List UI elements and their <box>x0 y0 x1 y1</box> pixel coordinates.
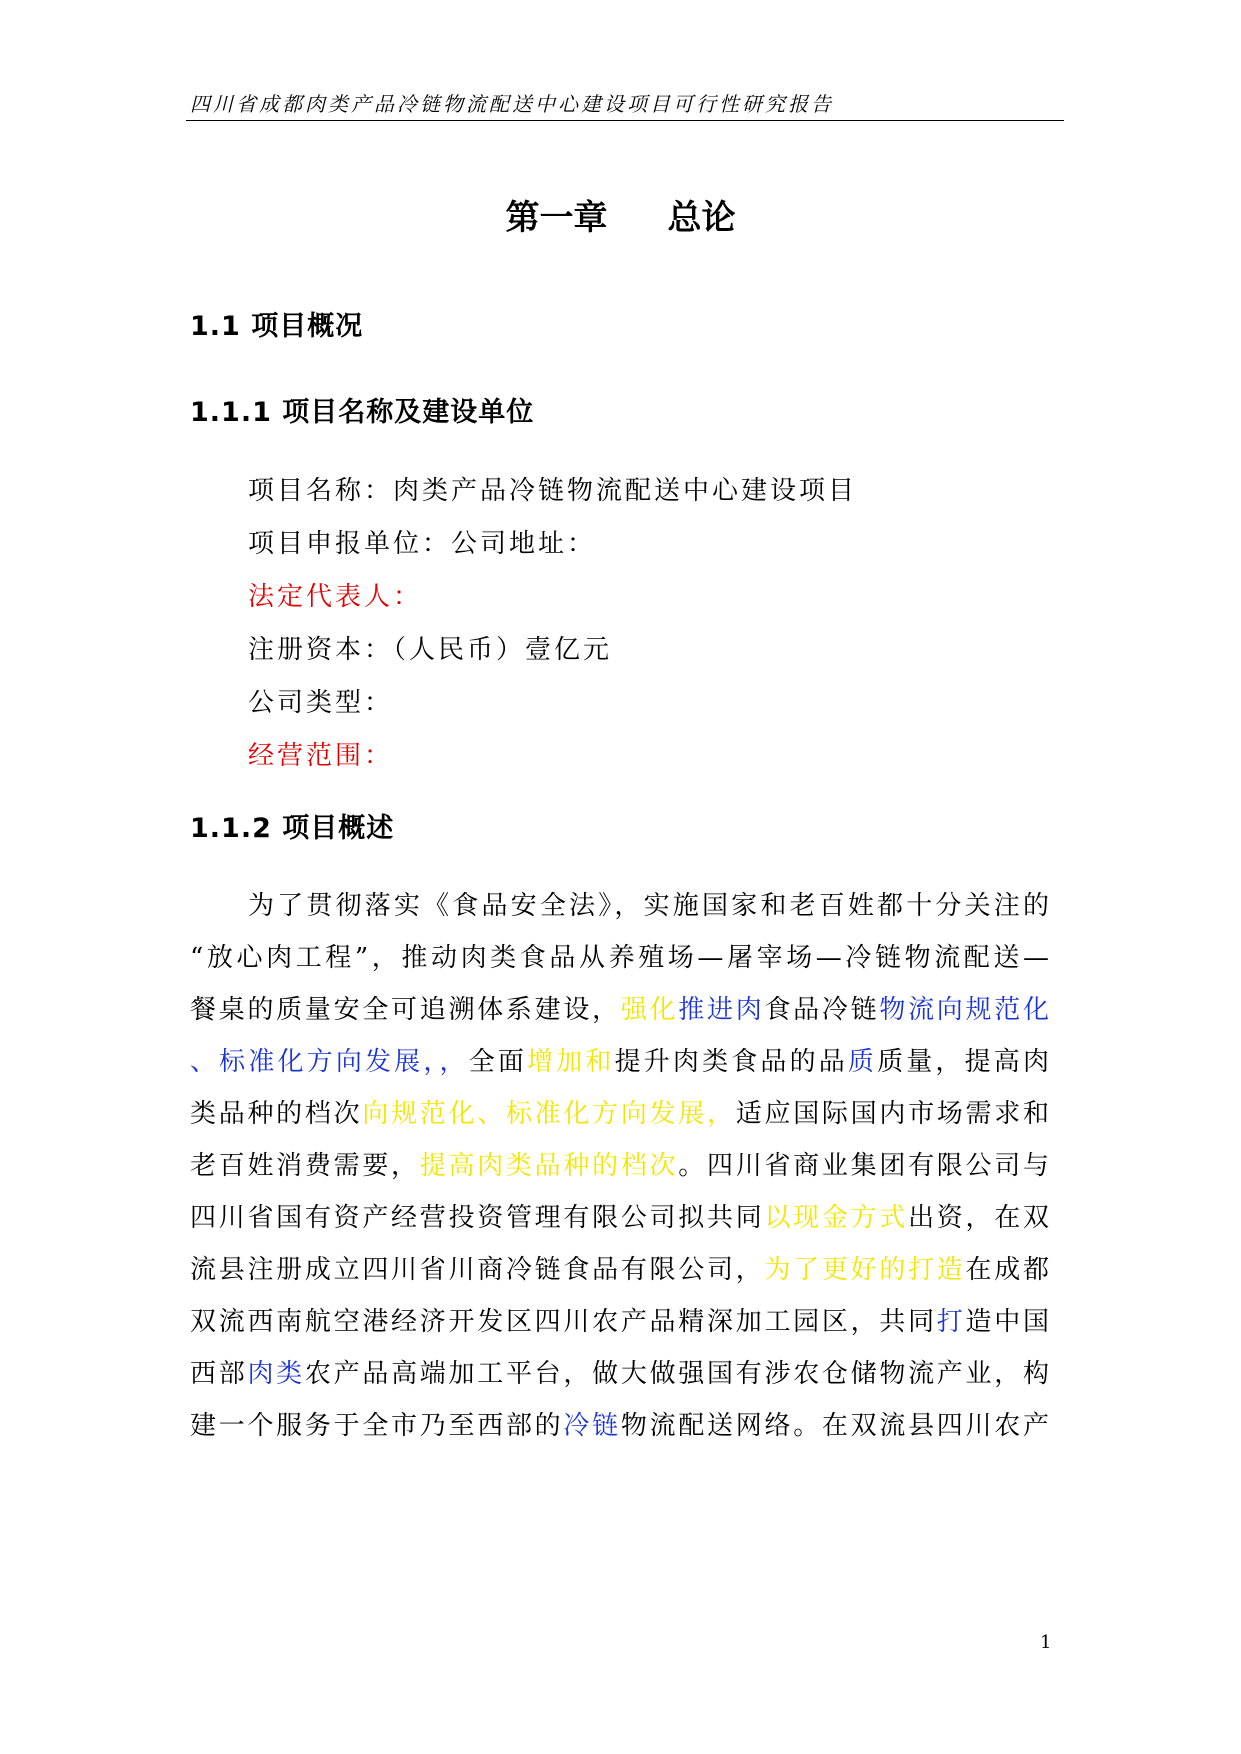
text-run: 肉类 <box>247 1359 305 1389</box>
text-run: 出资，在双 <box>908 1203 1050 1233</box>
paragraph-line <box>190 1249 1050 1286</box>
chapter-name: 总论 <box>667 198 736 238</box>
text-run: 适应国际国内市场需求和 <box>735 1099 1050 1129</box>
info-project-name <box>248 470 857 507</box>
text-run: 为了更好的打造 <box>764 1255 966 1285</box>
text-run: 提高肉类品种的档次 <box>419 1151 679 1181</box>
info-business-scope <box>248 735 393 772</box>
text-run: 以现金方式 <box>764 1203 909 1233</box>
text-run: 流县注册成立四川省川商冷链食品有限公司， <box>190 1255 765 1285</box>
paragraph-line <box>190 1041 1050 1078</box>
section-heading-1-1-2: 1.1.2 项目概述 <box>190 813 395 844</box>
chapter-title <box>0 190 1241 239</box>
info-value: （人民币）壹亿元 <box>393 635 613 665</box>
paragraph-line <box>190 1301 1050 1338</box>
info-label: 法定代表人： <box>248 582 423 612</box>
header-title: 四川省成都肉类产品冷链物流配送中心建设项目可行性研究报告 <box>190 92 834 116</box>
info-label: 项目申报单位： <box>248 529 452 559</box>
info-registered-capital <box>248 629 612 666</box>
section-heading-1-1-1: 1.1.1 项目名称及建设单位 <box>190 397 535 428</box>
info-value: 公司地址： <box>451 529 597 559</box>
paragraph-line <box>190 1405 1050 1442</box>
info-label: 项目名称： <box>248 476 394 506</box>
section-heading-1-1: 1.1 项目概况 <box>190 311 364 342</box>
text-run: 质量，提高肉 <box>877 1047 1050 1077</box>
paragraph-line <box>190 1093 1050 1130</box>
text-run: 四川省国有资产经营投资管理有限公司拟共同 <box>190 1203 765 1233</box>
text-run: 建一个服务于全市乃至西部的 <box>190 1411 564 1441</box>
paragraph-line <box>248 885 1050 922</box>
text-run: 向规范化、标准化方向发展， <box>362 1099 736 1129</box>
text-run: 全面 <box>468 1047 528 1077</box>
paragraph-line <box>190 989 1050 1026</box>
text-run: 双流西南航空港经济开发区四川农产品精深加工园区，共同 <box>190 1307 937 1337</box>
text-run: 强化 <box>620 995 679 1025</box>
paragraph-line <box>190 1353 1050 1390</box>
text-run: 在成都 <box>965 1255 1050 1285</box>
text-run: 食品冷链 <box>764 995 880 1025</box>
page-header <box>186 86 1064 121</box>
text-run: 、标准化方向发展，， <box>190 1047 469 1077</box>
info-applicant <box>248 523 596 560</box>
text-run: 增加和 <box>527 1047 615 1077</box>
text-run: 农产品高端加工平台，做大做强国有涉农仓储物流产业，构 <box>304 1359 1050 1389</box>
info-label: 经营范围： <box>248 741 394 771</box>
text-run: 物流配送网络。在双流县四川农产 <box>620 1411 1050 1441</box>
page-number: 1 <box>1040 1632 1052 1653</box>
text-run: 推进肉 <box>678 995 765 1025</box>
info-value: 肉类产品冷链物流配送中心建设项目 <box>393 476 858 506</box>
paragraph-line <box>190 937 1050 974</box>
text-run: 西部 <box>190 1359 248 1389</box>
text-run: 。四川省商业集团有限公司与 <box>678 1151 1050 1181</box>
text-run: 冷链 <box>563 1411 621 1441</box>
text-run: “放心肉工程”，推动肉类食品从养殖场—屠宰场—冷链物流配送— <box>190 943 1050 973</box>
info-label: 注册资本： <box>248 635 394 665</box>
chapter-number: 第一章 <box>505 198 608 238</box>
paragraph-line <box>190 1145 1050 1182</box>
text-run: 造中国 <box>965 1307 1050 1337</box>
text-run: 打 <box>936 1307 966 1337</box>
text-run: 老百姓消费需要， <box>190 1151 420 1181</box>
text-run: 为了贯彻落实《食品安全法》，实施国家和老百姓都十分关注的 <box>248 891 1050 921</box>
paragraph-line <box>190 1197 1050 1234</box>
info-legal-representative <box>248 576 422 613</box>
info-label: 公司类型： <box>248 688 394 718</box>
text-run: 餐桌的质量安全可追溯体系建设， <box>190 995 621 1025</box>
text-run: 物流向规范化 <box>879 995 1050 1025</box>
text-run: 类品种的档次 <box>190 1099 363 1129</box>
info-company-type <box>248 682 393 719</box>
text-run: 质 <box>847 1047 878 1077</box>
text-run: 提升肉类食品的品 <box>614 1047 848 1077</box>
